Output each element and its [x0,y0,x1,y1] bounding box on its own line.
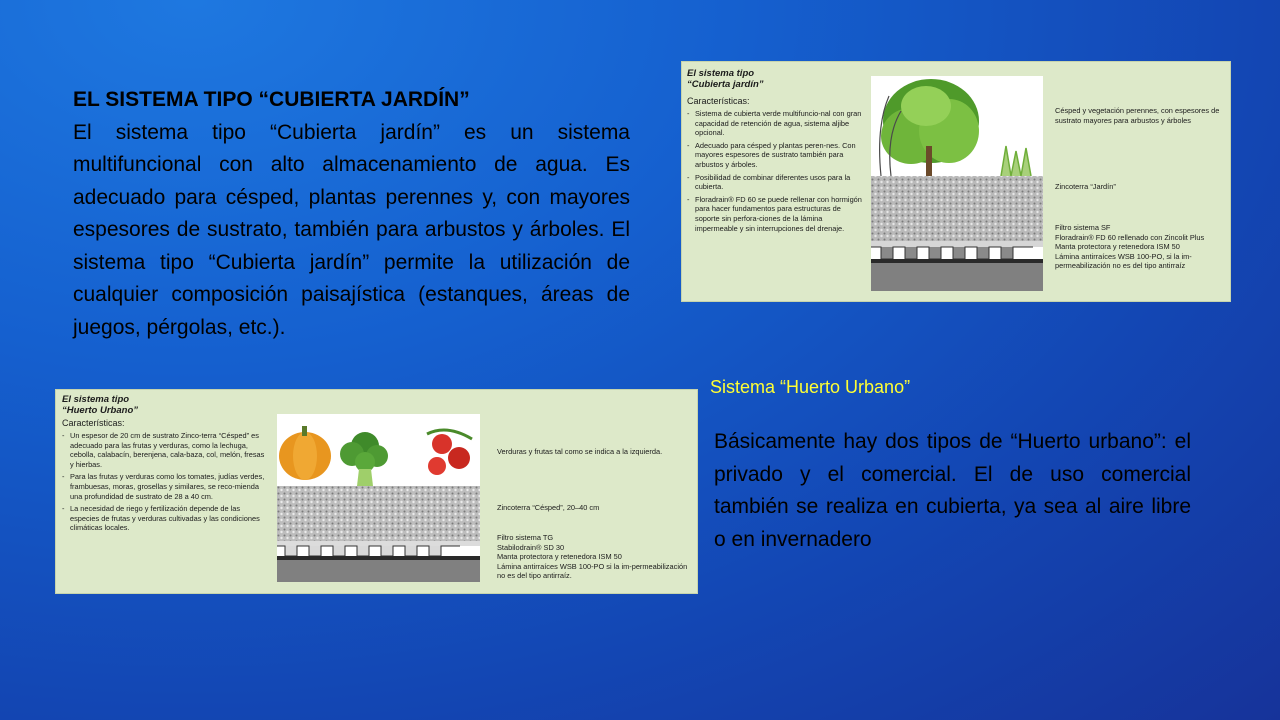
list-item: - Un espesor de 20 cm de sustrato Zinco-terra “Césped” es adecuado para las frutas y verduras, como la lechuga, cebolla, calabacín, berenjena, cala-baza, col, melón, fresas y hierbas. [62,431,267,469]
slide-paragraph: El sistema tipo “Cubierta jardín” es un sistema multifuncional con alto almacenamiento de agua. Es adecuado para césped, plantas perennes y, con mayores espesores de sustrato, también para arbustos y árboles. El sistema tipo “Cubierta jardín” permite la utilización de cualquier composición paisajística (estanques, áreas de juegos, pérgolas, etc.). [73,120,630,339]
list-item: - Adecuado para césped y plantas peren-nes. Con mayores espesores de sustrato también para arbustos y árboles. [687,141,867,170]
huerto-urbano-diagram [55,389,698,594]
list-item: - Para las frutas y verduras como los tomates, judías verdes, frambuesas, moras, grosellas y similares, se reco-mienda una profundidad de sustrato de 28 a 40 cm. [62,472,267,501]
garden-roof-illustration [871,76,1043,291]
list-item: - Sistema de cubierta verde multifuncio-nal con gran capacidad de retención de agua, sistema aljibe opcional. [687,109,867,138]
label-layers: Filtro sistema TG Stabilodrain® SD 30 Manta protectora y retenedora ISM 50 Lámina antirraíces WSB 100-PO si la im-permeabilización no es del tipo antirraíz. [497,533,688,581]
garden-roof-svg [871,76,1043,291]
cubierta-jardin-description [687,68,867,236]
label-layers: Filtro sistema SF Floradrain® FD 60 rellenado con Zincolit Plus Manta protectora y retenedora ISM 50 Lámina antirraíces WSB 100-PO, si la im-permeabilización no es del tipo antirraíz [1055,223,1205,271]
cubierta-jardin-diagram [681,61,1231,302]
huerto-urbano-bullets [62,431,267,533]
label-vegetation: Césped y vegetación perennes, con espesores de sustrato mayores para arbustos y árboles [1055,106,1220,125]
cubierta-jardin-subtitle: Características: [687,96,750,106]
list-item: - La necesidad de riego y fertilización depende de las especies de frutas y verduras cultivadas y las condiciones climáticas locales. [62,504,267,533]
cubierta-jardin-bullets [687,109,867,233]
label-produce: Verduras y frutas tal como se indica a la izquierda. [497,447,663,456]
slide-heading: EL SISTEMA TIPO “CUBIERTA JARDÍN” [73,88,470,111]
list-item: - Floradrain® FD 60 se puede rellenar con hormigón para hacer fundamentos para estructuras de soporte sin perfora-ciones de la lámina impermeable y sin interrupciones del drenaje. [687,195,867,233]
urban-garden-illustration [277,414,480,582]
huerto-urbano-paragraph: Básicamente hay dos tipos de “Huerto urbano”: el privado y el comercial. El de uso comercial también se realiza en cubierta, ya sea al aire libre o en invernadero [714,430,1191,551]
list-item: - Posibilidad de combinar diferentes usos para la cubierta. [687,173,867,192]
huerto-urbano-title: El sistema tipo “Huerto Urbano” [62,394,138,416]
cubierta-jardin-title: El sistema tipo “Cubierta jardín” [687,68,764,90]
huerto-urbano-description [62,394,267,536]
huerto-urbano-subtitle: Características: [62,418,125,428]
urban-garden-svg [277,414,480,582]
label-substrate: Zincoterra “Césped”, 20–40 cm [497,503,600,512]
label-substrate: Zincoterra “Jardín” [1055,182,1116,191]
main-text-block [73,84,630,344]
huerto-urbano-caption: Sistema “Huerto Urbano” [710,377,911,397]
